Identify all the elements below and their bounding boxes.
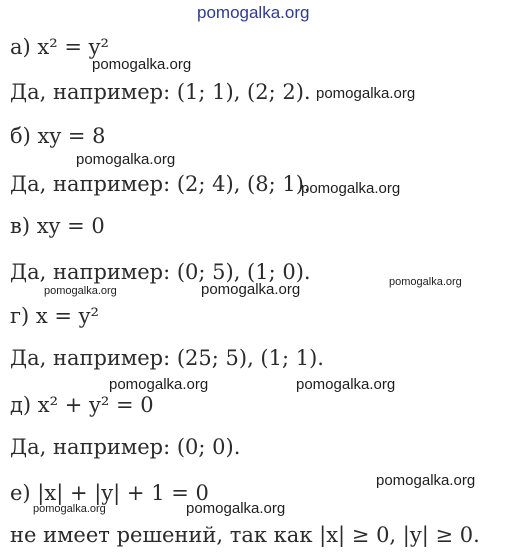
watermark: pomogalka.org <box>186 500 286 517</box>
watermark: pomogalka.org <box>376 472 476 489</box>
item-g-equation: г) x = y² <box>10 304 99 328</box>
watermark: pomogalka.org <box>109 376 209 393</box>
item-d-equation: д) x² + y² = 0 <box>10 393 154 417</box>
item-a-answer: Да, например: (1; 1), (2; 2). <box>10 80 311 104</box>
watermark: pomogalka.org <box>201 281 301 298</box>
watermark: pomogalka.org <box>76 151 176 168</box>
watermark: pomogalka.org <box>301 180 401 197</box>
watermark: pomogalka.org <box>316 85 416 102</box>
item-b-equation: б) xy = 8 <box>10 124 106 148</box>
watermark-small: pomogalka.org <box>389 276 462 288</box>
watermark: pomogalka.org <box>296 376 396 393</box>
item-e-equation: е) |x| + |y| + 1 = 0 <box>10 481 209 505</box>
item-d-answer: Да, например: (0; 0). <box>10 435 241 459</box>
item-g-answer: Да, например: (25; 5), (1; 1). <box>10 346 324 370</box>
item-e-answer: не имеет решений, так как |x| ≥ 0, |y| ≥ 0. <box>10 523 480 547</box>
item-v-answer: Да, например: (0; 5), (1; 0). <box>10 260 311 284</box>
watermark-small: pomogalka.org <box>33 503 106 515</box>
watermark-top: pomogalka.org <box>197 3 310 22</box>
item-b-answer: Да, например: (2; 4), (8; 1). <box>10 172 311 196</box>
item-a-equation: а) x² = y² <box>10 35 109 59</box>
watermark: pomogalka.org <box>92 56 192 73</box>
watermark-small: pomogalka.org <box>44 285 117 297</box>
item-v-equation: в) xy = 0 <box>10 214 105 238</box>
